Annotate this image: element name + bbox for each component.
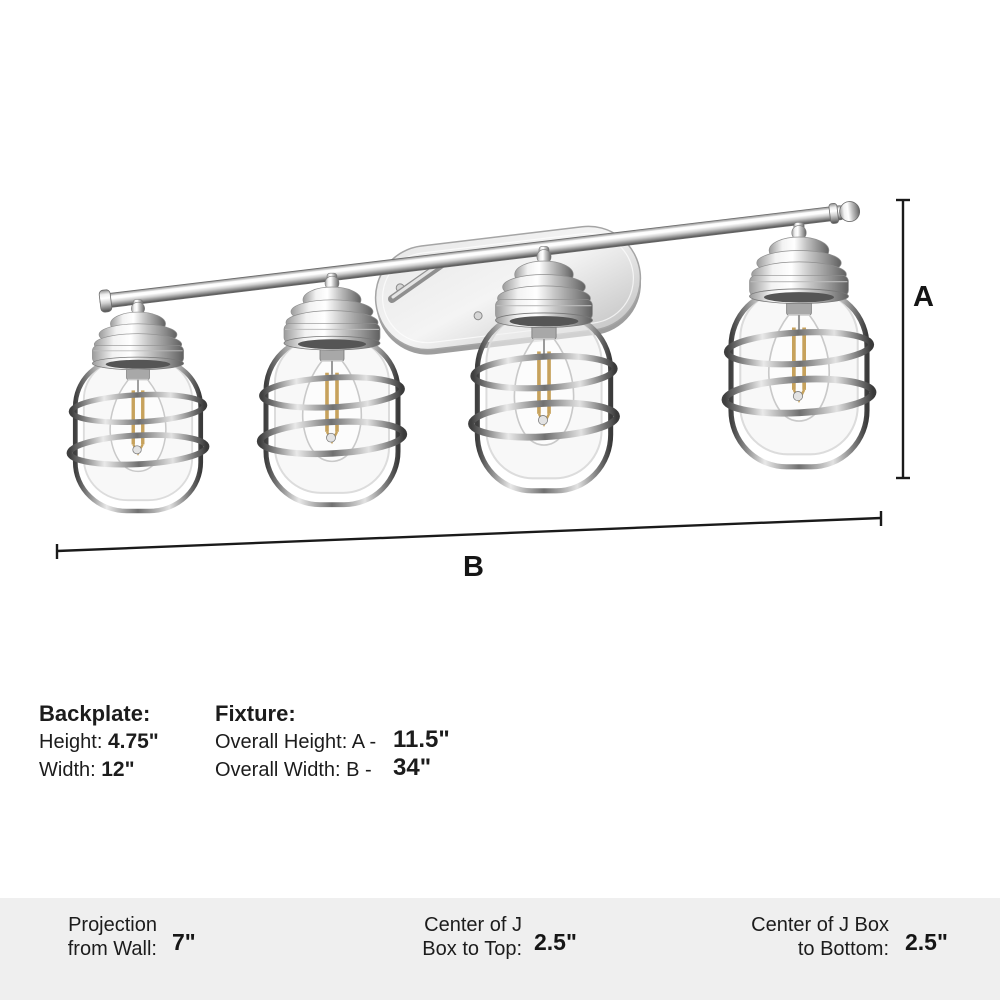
backplate-height-label: Height: <box>39 731 103 753</box>
fixture-width-line <box>215 756 505 784</box>
fixture-height-line <box>215 728 505 756</box>
spec-block <box>39 700 519 784</box>
jbox-to-bottom-label: Center of J Box to Bottom: <box>751 914 889 960</box>
backplate-title: Backplate: <box>39 701 151 726</box>
fixture-specs <box>215 700 505 784</box>
backplate-height-value: 4.75" <box>107 730 159 753</box>
fixture-height-label: Overall Height: A - <box>215 731 377 753</box>
backplate-screw <box>474 311 483 320</box>
lamp-1 <box>69 300 207 512</box>
fixture-width-label: Overall Width: B - <box>215 759 372 781</box>
dimension-b-label: B <box>463 551 484 583</box>
backplate-width-value: 12" <box>101 758 135 781</box>
backplate-width-label: Width: <box>39 759 96 781</box>
fixture-height-value: 11.5" <box>393 726 450 753</box>
backplate-height-line <box>39 728 215 756</box>
jbox-to-bottom-value: 2.5" <box>905 929 948 955</box>
fixture-title: Fixture: <box>215 701 296 726</box>
projection-from-wall-value: 7" <box>172 929 196 955</box>
jbox-to-top-value: 2.5" <box>534 929 577 955</box>
backplate-specs <box>39 700 215 784</box>
dimension-line-a <box>896 200 910 478</box>
footer-measurement-bar <box>0 898 1000 1000</box>
jbox-to-top-label: Center of J Box to Top: <box>422 914 522 960</box>
dimension-a-label: A <box>913 281 934 313</box>
fixture-width-value: 34" <box>393 754 432 781</box>
backplate-width-line <box>39 756 215 784</box>
projection-from-wall-label: Projection from Wall: <box>67 914 157 960</box>
lamp-4 <box>724 222 874 466</box>
